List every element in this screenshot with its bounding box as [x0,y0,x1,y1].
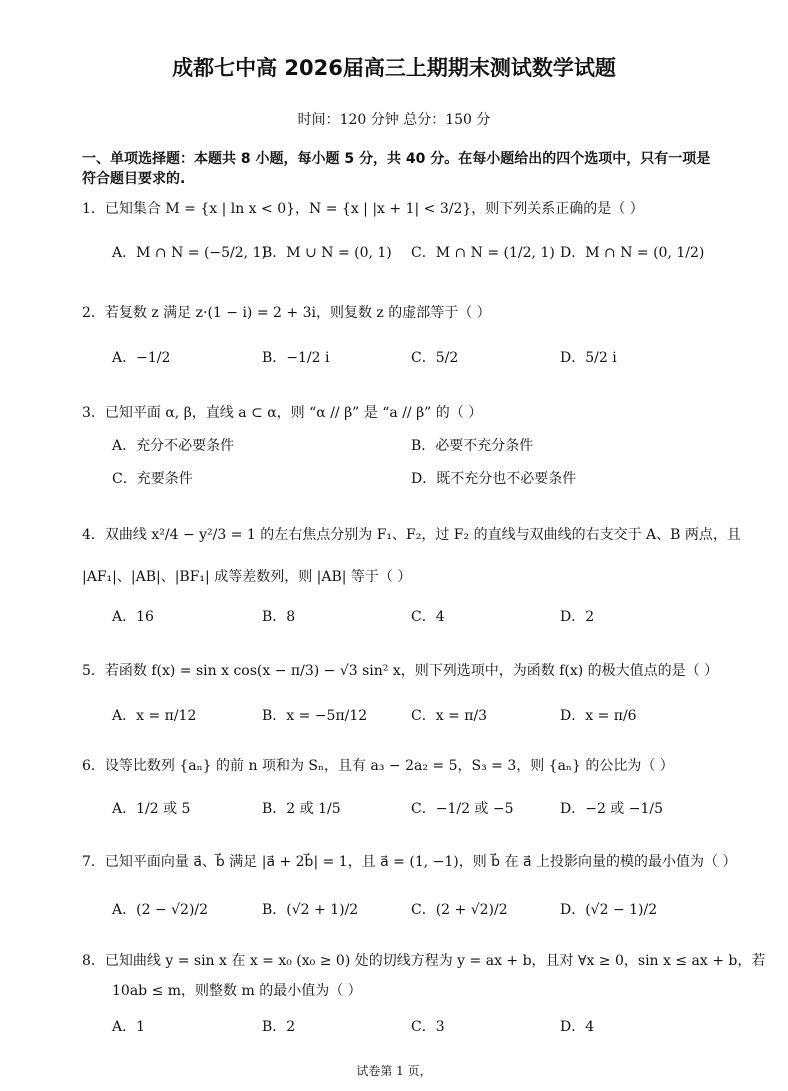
question-1-option-b: B．M ∪ N = (0, 1) [262,245,392,261]
section-heading: 一、单项选择题：本题共 8 小题，每小题 5 分，共 40 分。在每小题给出的四个选项中，只有一项是符合题目要求的. [82,151,711,187]
question-3-stem: 3．已知平面 α, β，直线 a ⊂ α，则 “α // β” 是 “a // β” 的（ ） [82,405,483,421]
question-8-option-a: A．1 [112,1019,146,1035]
question-4-option-b: B．8 [262,609,296,625]
question-4-option-a: A．16 [112,609,154,625]
question-4-option-d: D．2 [560,609,595,625]
question-1-option-d: D．M ∩ N = (0, 1/2) [560,245,705,261]
question-7-option-d: D．(√2 − 1)/2 [560,902,658,918]
question-7-option-a: A．(2 − √2)/2 [112,902,209,918]
question-5-stem: 5．若函数 f(x) = sin x cos(x − π/3) − √3 sin² x，则下列选项中，为函数 f(x) 的极大值点的是（ ） [82,663,719,679]
question-5-option-c: C．x = π/3 [411,708,488,724]
question-1-stem: 1．已知集合 M = {x | ln x < 0}，N = {x | |x + 1| < 3/2}，则下列关系正确的是（ ） [82,201,644,217]
question-3-option-a: A．充分不必要条件 [112,438,235,454]
question-7-stem: 7．已知平面向量 a⃗、b⃗ 满足 |a⃗ + 2b⃗| = 1，且 a⃗ = (1, −1)，则 b⃗ 在 a⃗ 上投影向量的模的最小值为（ ） [82,854,737,870]
question-2-option-c: C．5/2 [411,350,459,366]
page-footer: 试卷第 1 页， [356,1064,432,1078]
question-6-option-a: A．1/2 或 5 [112,801,191,817]
question-1-option-a: A．M ∩ N = (−5/2, 1) [112,245,267,261]
question-2-stem: 2．若复数 z 满足 z·(1 − i) = 2 + 3i，则复数 z 的虚部等于（ ） [82,305,491,321]
question-3-option-c: C．充要条件 [112,471,193,487]
question-4-stem: 4．双曲线 x²/4 − y²/3 = 1 的左右焦点分别为 F₁、F₂，过 F₂ 的直线与双曲线的右支交于 A、B 两点，且 [82,527,741,543]
question-4-stem-continued: |AF₁|、|AB|、|BF₁| 成等差数列，则 |AB| 等于（ ） [82,569,412,585]
question-6-option-d: D．−2 或 −1/5 [560,801,664,817]
question-6-stem: 6．设等比数列 {aₙ} 的前 n 项和为 Sₙ，且有 a₃ − 2a₂ = 5，S₃ = 3，则 {aₙ} 的公比为（ ） [82,758,674,774]
question-5-option-d: D．x = π/6 [560,708,637,724]
question-5-option-a: A．x = π/12 [112,708,197,724]
question-1-option-c: C．M ∩ N = (1/2, 1) [411,245,555,261]
question-2-option-d: D．5/2 i [560,350,617,366]
question-8-option-c: C．3 [411,1019,445,1035]
question-3-option-b: B．必要不充分条件 [411,438,534,454]
page-title: 成都七中高 2026届高三上期期末测试数学试题 [172,56,616,80]
question-3-option-d: D．既不充分也不必要条件 [411,471,577,487]
question-8-option-d: D．4 [560,1019,595,1035]
question-2-option-a: A．−1/2 [112,350,171,366]
question-8-stem: 8．已知曲线 y = sin x 在 x = x₀ (x₀ ≥ 0) 处的切线方程为 y = ax + b，且对 ∀x ≥ 0，sin x ≤ ax + b，若 [82,953,766,969]
question-6-option-b: B．2 或 1/5 [262,801,341,817]
question-4-option-c: C．4 [411,609,445,625]
exam-info: 时间：120 分钟 总分：150 分 [297,112,491,128]
question-7-option-b: B．(√2 + 1)/2 [262,902,359,918]
question-8-option-b: B．2 [262,1019,296,1035]
question-8-stem-continued: 10ab ≤ m，则整数 m 的最小值为（ ） [112,983,362,999]
question-2-option-b: B．−1/2 i [262,350,330,366]
question-7-option-c: C．(2 + √2)/2 [411,902,508,918]
question-6-option-c: C．−1/2 或 −5 [411,801,514,817]
question-5-option-b: B．x = −5π/12 [262,708,368,724]
